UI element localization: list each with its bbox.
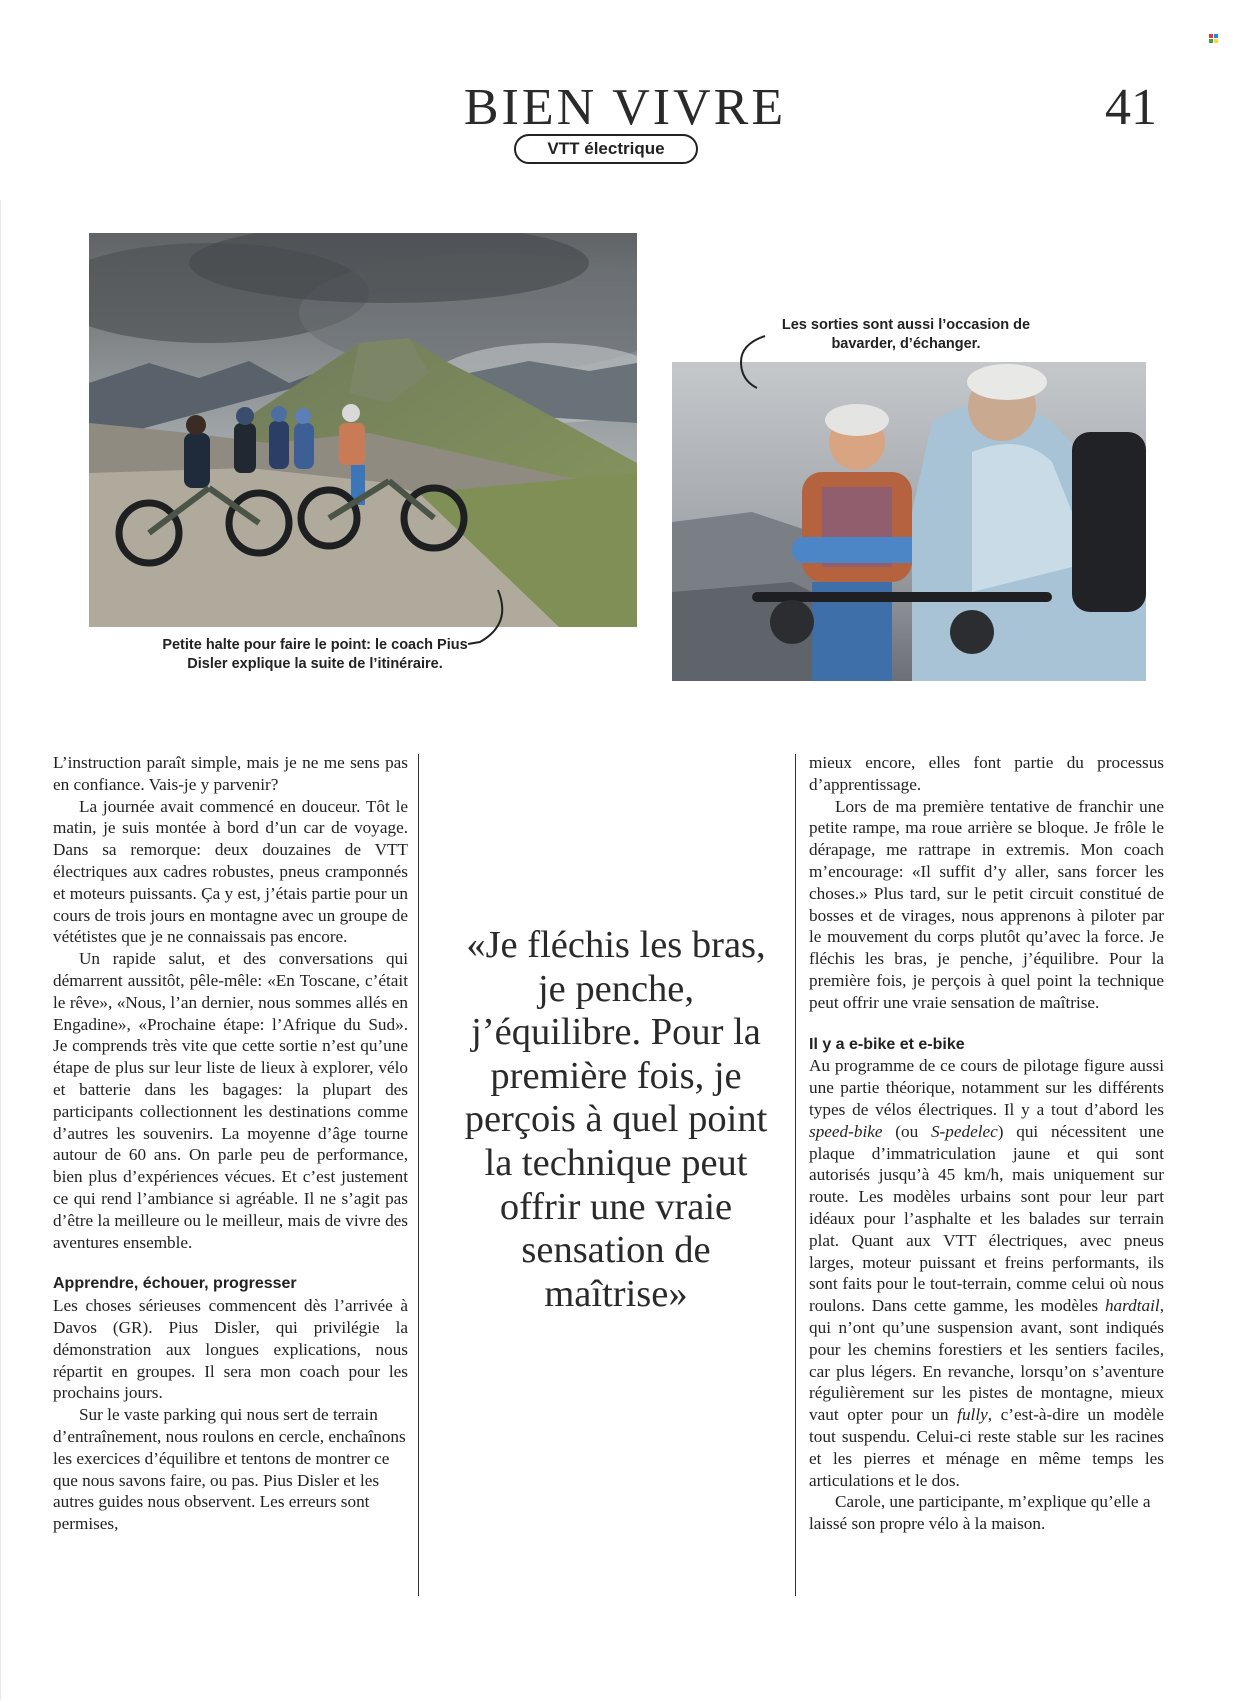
caption-pointer-curve-left: [460, 588, 510, 646]
section-title: BIEN VIVRE: [463, 79, 787, 136]
photo-riders-chatting: [672, 362, 1146, 681]
photo-caption-left: Petite halte pour faire le point: le coach Pius Disler explique la suite de l’itinéraire.: [162, 637, 468, 672]
subheading-ebike: Il y a e-bike et e-bike: [809, 1035, 965, 1053]
subheading-apprendre: Apprendre, échouer, progresser: [53, 1275, 297, 1293]
column-divider: [795, 754, 796, 1596]
page-edge-shadow: [0, 200, 1, 1700]
paragraph: Les choses sérieuses commencent dès l’arrivée à Davos (GR). Pius Disler, qui privilégie la démonstration aux longues explications, nous répartit en groupes. Il sera mon coach pour les prochains jours.: [53, 1296, 408, 1403]
pull-quote: «Je fléchis les bras, je penche, j’équilibre. Pour la première fois, je perçois à quel point la technique peut offrir une vraie sensation de maîtrise»: [464, 924, 768, 1315]
paragraph: Un rapide salut, et des conversations qui démarrent aussitôt, pêle-mêle: «En Toscane, c’était le rêve», «Nous, l’an dernier, nous sommes allés en Engadine», «Prochaine étape: l’Afrique du Sud». Je comprends très vite que cette sortie n’est qu’une étape de plus sur leur liste de lieux à explorer, vélo et batterie dans les bagages: la plupart des participants collectionnent les destinations comme d’autres les souvenirs. La moyenne d’âge tourne autour de 60 ans. On parle peu de performance, bien plus d’expériences vécues. Et c’est justement ce qui rend l’ambiance si agréable. Il ne s’agit pas d’être la meilleure ou le meilleur, mais de vivre des aventures ensemble.: [53, 949, 408, 1252]
color-registration-icon: [1209, 34, 1218, 43]
paragraph: Carole, une participante, m’explique qu’elle a laissé son propre vélo à la maison.: [809, 1492, 1151, 1534]
page-number: 41: [1105, 79, 1157, 136]
paragraph: L’instruction paraît simple, mais je ne me sens pas en confiance. Vais-je y parvenir?: [53, 753, 408, 794]
topic-tag: VTT électrique: [514, 134, 698, 164]
article-column-left: [53, 752, 408, 1535]
caption-pointer-curve-right: [735, 332, 775, 392]
paragraph: La journée avait commencé en douceur. Tôt le matin, je suis montée à bord d’un car de voyage. Dans sa remorque: deux douzaines de VTT électriques aux cadres robustes, pneus cramponnés et moteurs puissants. Ça y est, j’étais partie pour un cours de trois jours en montagne avec un groupe de vététistes que je ne connaissais pas encore.: [53, 796, 408, 947]
photo-caption-right: Les sorties sont aussi l’occasion de bavarder, d’échanger.: [781, 317, 1031, 352]
paragraph: Sur le vaste parking qui nous sert de terrain d’entraînement, nous roulons en cercle, enchaînons les exercices d’équilibre et tentons de montrer ce que nous savons faire, ou pas. Pius Disler et les autres guides nous observent. Les erreurs sont permises,: [53, 1405, 406, 1534]
column-divider: [418, 754, 419, 1596]
photo-group-riders-mountain: [89, 233, 637, 627]
paragraph: mieux encore, elles font partie du processus d’apprentissage.: [809, 753, 1164, 794]
paragraph-ebike-types: Au programme de ce cours de pilotage figure aussi une partie théorique, notamment sur les différents types de vélos électriques. Il y a tout d’abord les speed-bike (ou S-pedelec) qui nécessitent une plaque d’immatriculation jaune et qui sont autorisés jusqu’à 45 km/h, mais uniquement sur route. Les modèles urbains sont pour leur part idéaux pour l’asphalte et les balades sur terrain plat. Quant aux VTT électriques, avec pneus larges, moteur puissant et freins performants, ils sont faits pour le tout-terrain, comme celui où nous roulons. Dans cette gamme, les modèles hardtail, qui n’ont qu’une suspension avant, sont indiqués pour les chemins forestiers et les sentiers faciles, car plus légers. En revanche, lorsqu’on s’aventure régulièrement sur les pistes de montagne, mieux vaut opter pour un fully, c’est-à-dire un modèle tout suspendu. Celui-ci reste stable sur les racines et les pierres et ménage en même temps les articulations et le dos.: [809, 1056, 1164, 1490]
article-column-right: [809, 752, 1164, 1535]
paragraph: Lors de ma première tentative de franchir une petite rampe, ma roue arrière se bloque. Je frôle le dérapage, me rattrape in extremis. Mon coach m’encourage: «Il suffit d’y aller, sans forcer les choses.» Plus tard, sur le petit circuit constitué de bosses et de virages, nous apprenons à piloter par le mouvement du corps plutôt qu’avec la force. Je fléchis les bras, je penche, j’équilibre. Pour la première fois, je perçois à quel point la technique peut offrir une vraie sensation de maîtrise.: [809, 796, 1164, 1012]
